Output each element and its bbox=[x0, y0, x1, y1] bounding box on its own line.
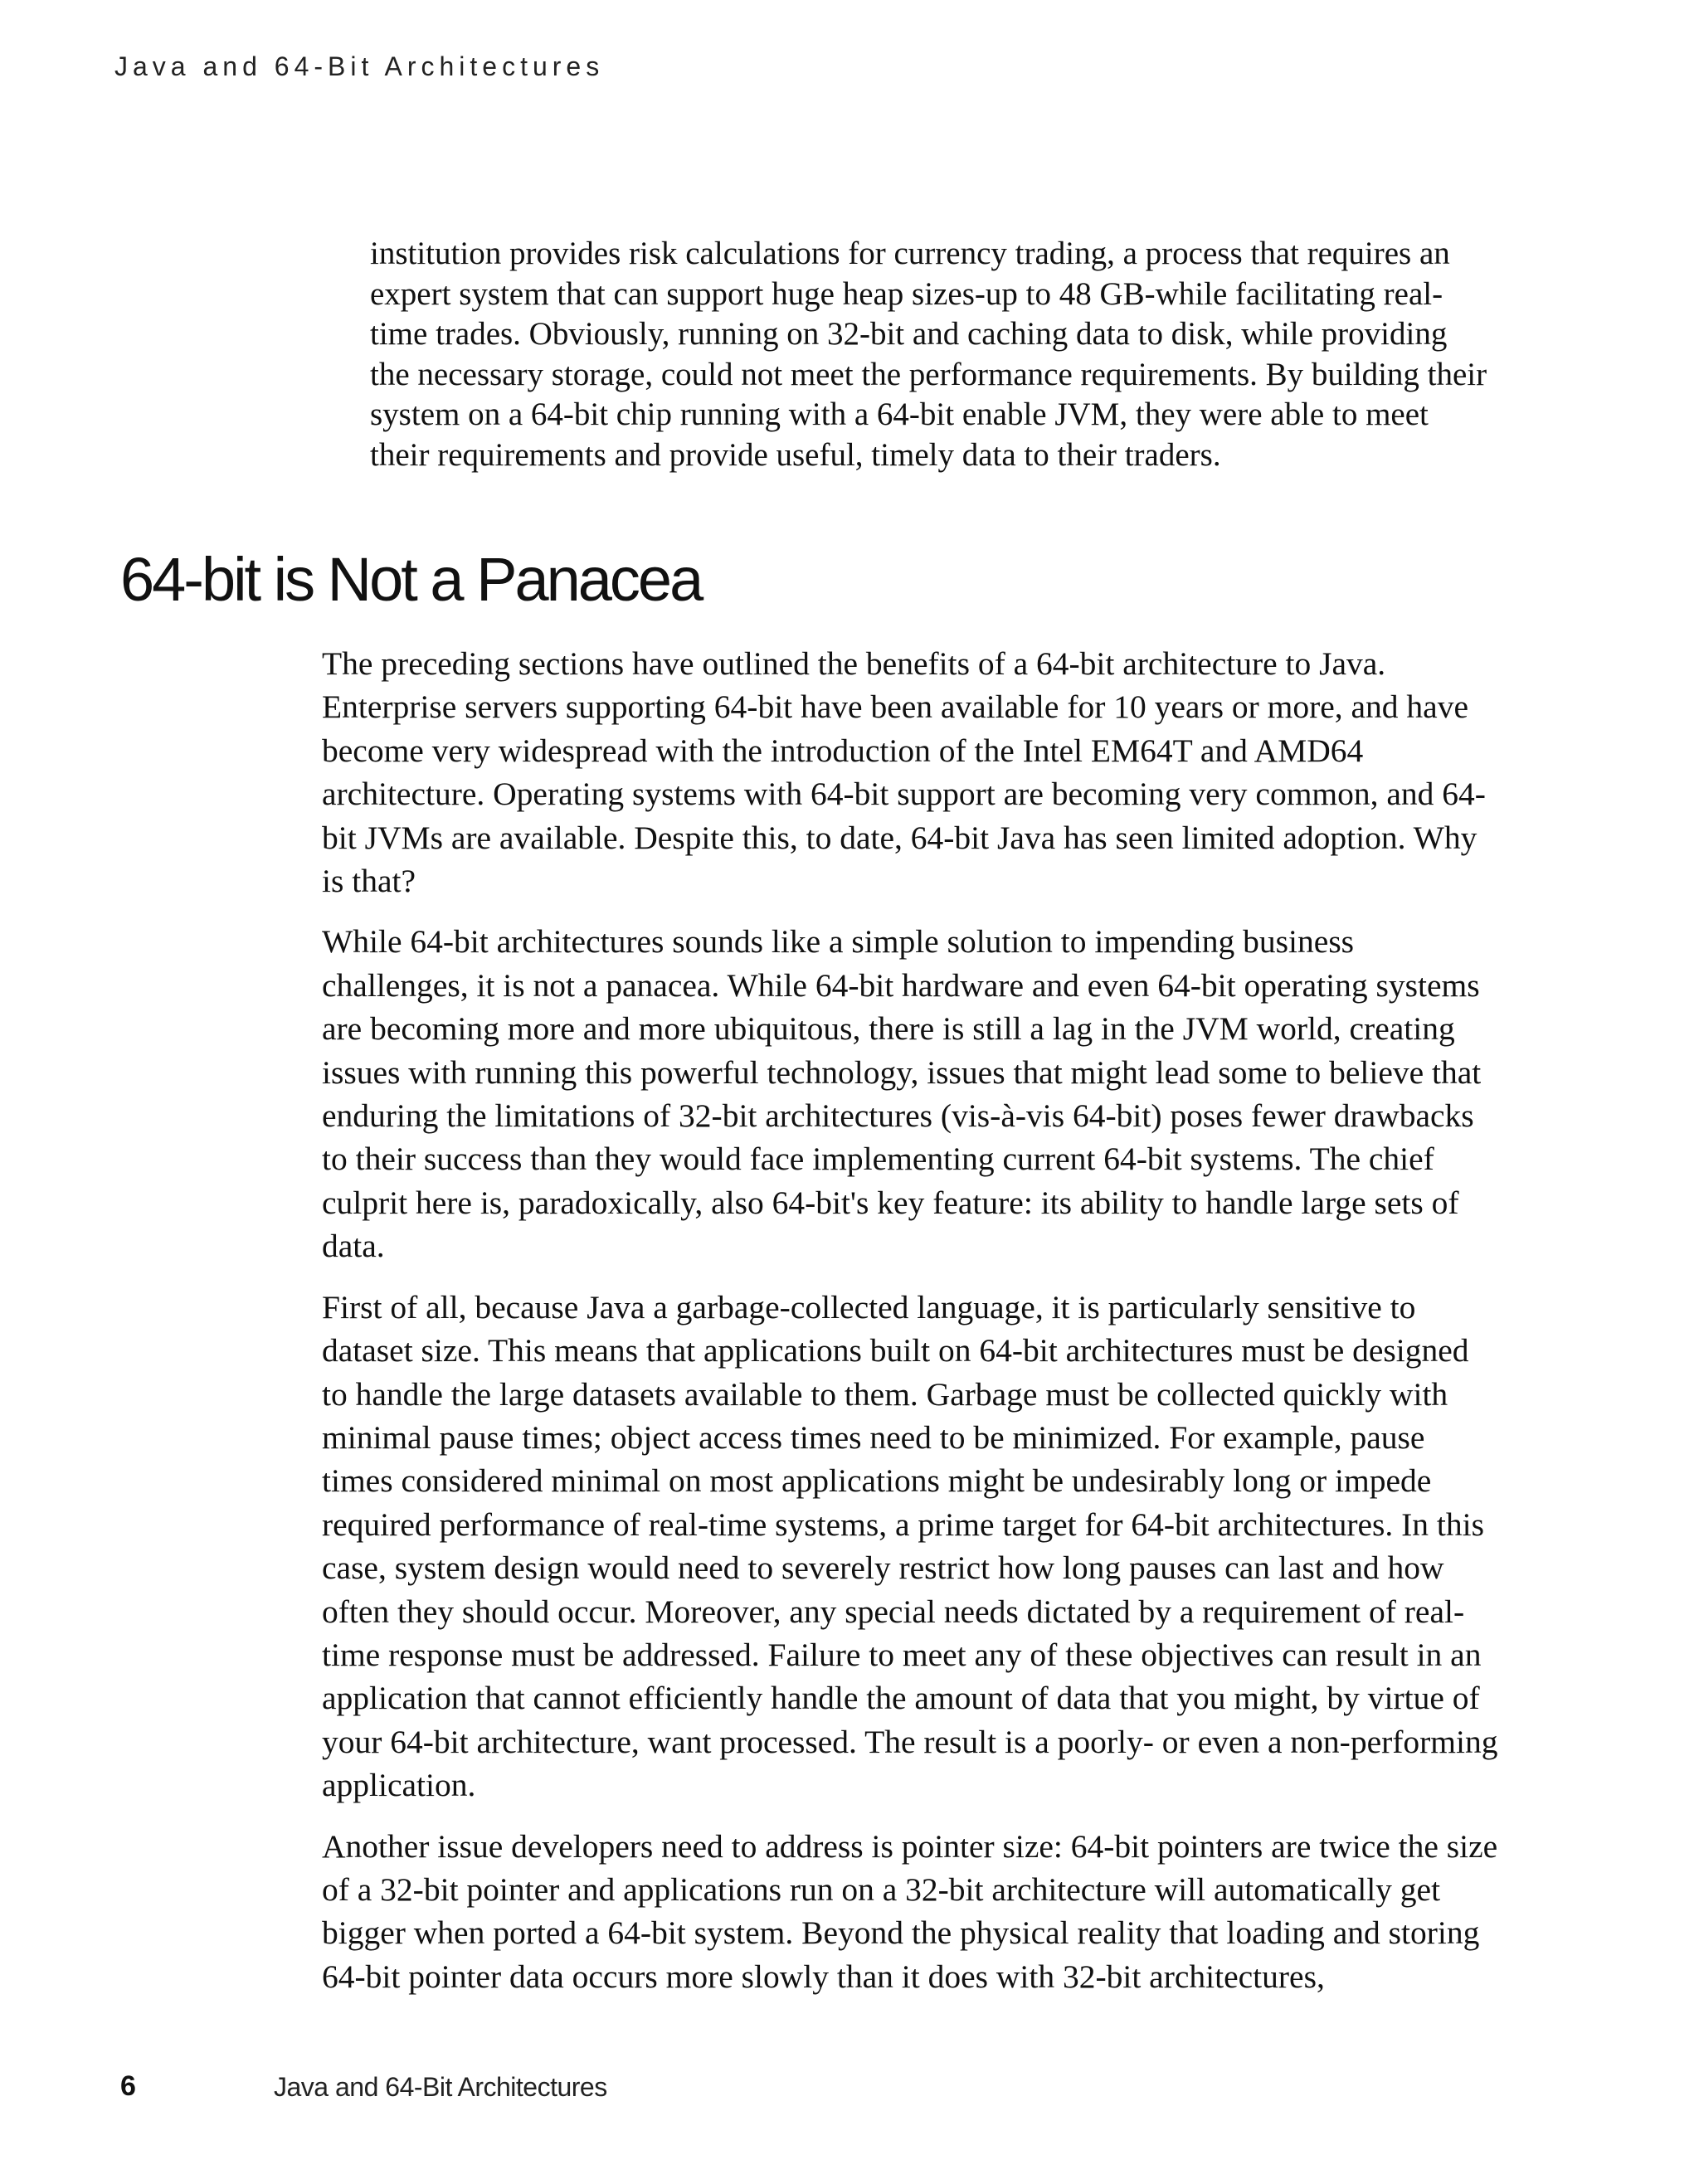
body-paragraph: First of all, because Java a garbage-collected language, it is particularly sensitive to dataset size. This means that applications built on 64-bit architectures must be designed to handle the large datasets available to them. Garbage must be collected quickly with minimal pause times; object access times need to be minimized. For example, pause times considered minimal on most applications might be undesirably long or impede required performance of real-time systems, a prime target for 64-bit architectures. In this case, system design would need to severely restrict how long pauses can last and how often they should occur. Moreover, any special needs dictated by a requirement of real-time response must be addressed. Failure to meet any of these objectives can result in an application that cannot efficiently handle the amount of data that you might, by virtue of your 64-bit architecture, want processed. The result is a poorly- or even a non-performing application. bbox=[322, 1288, 1498, 1804]
indented-continuation-paragraph: institution provides risk calculations for currency trading, a process that requires an expert system that can support huge heap sizes-up to 48 GB-while facilitating real-time trades. Obviously, running on 32-bit and caching data to disk, while providing the necessary storage, could not meet the performance requirements. By building their system on a 64-bit chip running with a 64-bit enable JVM, they were able to meet their requirements and provide useful, timely data to their traders. bbox=[370, 236, 1487, 473]
running-header: Java and 64-Bit Architectures bbox=[114, 51, 605, 81]
body-paragraph: The preceding sections have outlined the benefits of a 64-bit architecture to Java. Enterprise servers supporting 64-bit have been available for 10 years or more, and have become very widespread with the introduction of the Intel EM64T and AMD64 architecture. Operating systems with 64-bit support are becoming very common, and 64-bit JVMs are available. Despite this, to date, 64-bit Java has seen limited adoption. Why is that? bbox=[322, 645, 1486, 900]
section-body bbox=[322, 642, 1500, 2016]
body-paragraph: While 64-bit architectures sounds like a simple solution to impending business challenges, it is not a panacea. While 64-bit hardware and even 64-bit operating systems are becoming more and more ubiquitous, there is still a lag in the JVM world, creating issues with running this powerful technology, issues that might lead some to believe that enduring the limitations of 32-bit architectures (vis-à-vis 64-bit) poses fewer drawbacks to their success than they would face implementing current 64-bit systems. The chief culprit here is, paradoxically, also 64-bit's key feature: its ability to handle large sets of data. bbox=[322, 923, 1482, 1265]
body-paragraph: Another issue developers need to address is pointer size: 64-bit pointers are twice the size of a 32-bit pointer and applications run on a 32-bit architecture will automatically get bigger when ported a 64-bit system. Beyond the physical reality that loading and storing 64-bit pointer data occurs more slowly than it does with 32-bit architectures, bbox=[322, 1827, 1498, 1995]
footer-title: Java and 64-Bit Architectures bbox=[274, 2072, 607, 2102]
section-heading: 64-bit is Not a Panacea bbox=[120, 545, 702, 614]
page-number: 6 bbox=[120, 2070, 136, 2102]
